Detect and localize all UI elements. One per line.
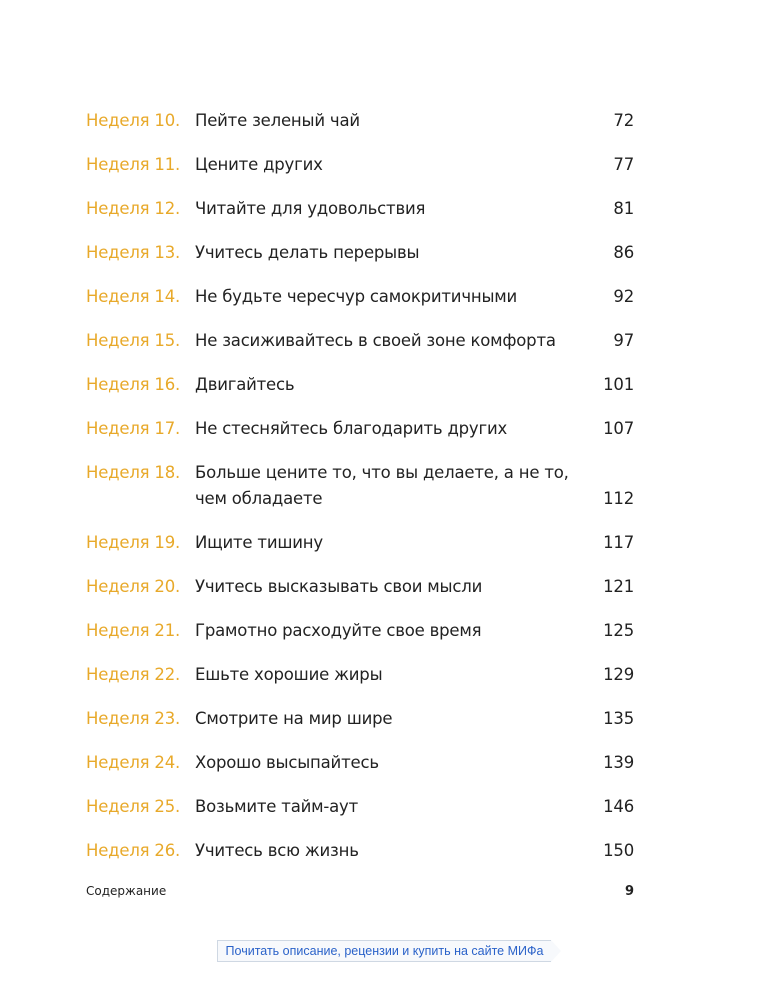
toc-page-number: 125	[603, 621, 634, 640]
toc-entry	[86, 152, 634, 178]
toc-week-label: Неделя 20.	[86, 577, 181, 596]
toc-week-label: Неделя 25.	[86, 797, 181, 816]
toc-chapter-title-line: Цените других	[195, 155, 323, 174]
toc-page-number: 72	[613, 111, 634, 130]
toc-page-number: 92	[613, 287, 634, 306]
toc-chapter-title	[195, 706, 594, 732]
toc-chapter-title-line: Учитесь делать перерывы	[195, 243, 420, 262]
toc-page-number: 117	[603, 533, 634, 552]
toc-chapter-title	[195, 530, 594, 556]
toc-entry	[86, 372, 634, 398]
toc-chapter-title-line: Читайте для удовольствия	[195, 199, 426, 218]
toc-page-number: 146	[603, 797, 634, 816]
toc-chapter-title	[195, 838, 594, 864]
toc-chapter-title-line: Хорошо высыпайтесь	[195, 753, 379, 772]
toc-week-label: Неделя 21.	[86, 621, 181, 640]
toc-chapter-title-line: Ешьте хорошие жиры	[195, 665, 383, 684]
toc-chapter-title-line: Не будьте чересчур самокритичными	[195, 287, 518, 306]
toc-chapter-title-line: Двигайтесь	[195, 375, 295, 394]
toc-week-label: Неделя 10.	[86, 111, 181, 130]
toc-page-number: 86	[613, 243, 634, 262]
toc-page-number: 81	[613, 199, 634, 218]
toc-week-label: Неделя 17.	[86, 419, 181, 438]
toc-chapter-title	[195, 152, 594, 178]
toc-week-label: Неделя 12.	[86, 199, 181, 218]
toc-entry	[86, 530, 634, 556]
toc-week-label: Неделя 19.	[86, 533, 181, 552]
toc-week-label: Неделя 26.	[86, 841, 181, 860]
toc-entry	[86, 574, 634, 600]
toc-page-number: 107	[603, 419, 634, 438]
toc-week-label: Неделя 18.	[86, 463, 181, 482]
toc-chapter-title	[195, 240, 594, 266]
toc-page-number: 135	[603, 709, 634, 728]
toc-chapter-title	[195, 196, 594, 222]
buy-book-link[interactable]: Почитать описание, рецензии и купить на сайте МИФа	[217, 940, 552, 962]
toc-page-number: 112	[603, 489, 634, 508]
toc-page-number: 129	[603, 665, 634, 684]
toc-chapter-title-line: чем обладаете	[195, 489, 323, 508]
toc-entry	[86, 416, 634, 442]
toc-entry	[86, 284, 634, 310]
toc-page-number: 139	[603, 753, 634, 772]
toc-chapter-title	[195, 460, 594, 512]
toc-page-number: 77	[613, 155, 634, 174]
toc-chapter-title-line: Больше цените то, что вы делаете, а не то,	[195, 463, 569, 482]
toc-week-label: Неделя 16.	[86, 375, 181, 394]
toc-week-label: Неделя 14.	[86, 287, 181, 306]
running-footer-label: Содержание	[86, 884, 167, 898]
toc-chapter-title	[195, 108, 594, 134]
toc-entry	[86, 794, 634, 820]
toc-entry	[86, 618, 634, 644]
toc-page-number: 150	[603, 841, 634, 860]
link-container	[0, 940, 768, 962]
toc-chapter-title-line: Не засиживайтесь в своей зоне комфорта	[195, 331, 556, 350]
page-number: 9	[624, 884, 634, 899]
toc-week-label: Неделя 15.	[86, 331, 181, 350]
toc-chapter-title-line: Пейте зеленый чай	[195, 111, 360, 130]
toc-entry	[86, 108, 634, 134]
toc-entry	[86, 196, 634, 222]
toc-week-label: Неделя 22.	[86, 665, 181, 684]
toc-week-label: Неделя 24.	[86, 753, 181, 772]
toc-chapter-title-line: Смотрите на мир шире	[195, 709, 393, 728]
toc-week-label: Неделя 11.	[86, 155, 181, 174]
toc-entry	[86, 328, 634, 354]
toc-entry	[86, 460, 634, 512]
toc-chapter-title	[195, 284, 594, 310]
toc-chapter-title-line: Возьмите тайм-аут	[195, 797, 359, 816]
toc-chapter-title	[195, 794, 594, 820]
toc-chapter-title	[195, 416, 594, 442]
toc-page-number: 121	[603, 577, 634, 596]
toc-chapter-title	[195, 750, 594, 776]
toc-chapter-title-line: Грамотно расходуйте свое время	[195, 621, 482, 640]
toc-chapter-title	[195, 618, 594, 644]
toc-week-label: Неделя 23.	[86, 709, 181, 728]
toc-entry	[86, 662, 634, 688]
toc-chapter-title	[195, 328, 594, 354]
toc-week-label: Неделя 13.	[86, 243, 181, 262]
toc-chapter-title	[195, 574, 594, 600]
table-of-contents	[86, 108, 634, 882]
toc-chapter-title-line: Учитесь высказывать свои мысли	[195, 577, 483, 596]
toc-entry	[86, 706, 634, 732]
toc-chapter-title-line: Не стесняйтесь благодарить других	[195, 419, 508, 438]
toc-entry	[86, 240, 634, 266]
page-footer	[86, 884, 634, 899]
toc-chapter-title-line: Учитесь всю жизнь	[195, 841, 359, 860]
toc-chapter-title-line: Ищите тишину	[195, 533, 323, 552]
toc-page-number: 97	[613, 331, 634, 350]
toc-entry	[86, 750, 634, 776]
toc-entry	[86, 838, 634, 864]
toc-chapter-title	[195, 662, 594, 688]
toc-page-number: 101	[603, 375, 634, 394]
toc-chapter-title	[195, 372, 594, 398]
